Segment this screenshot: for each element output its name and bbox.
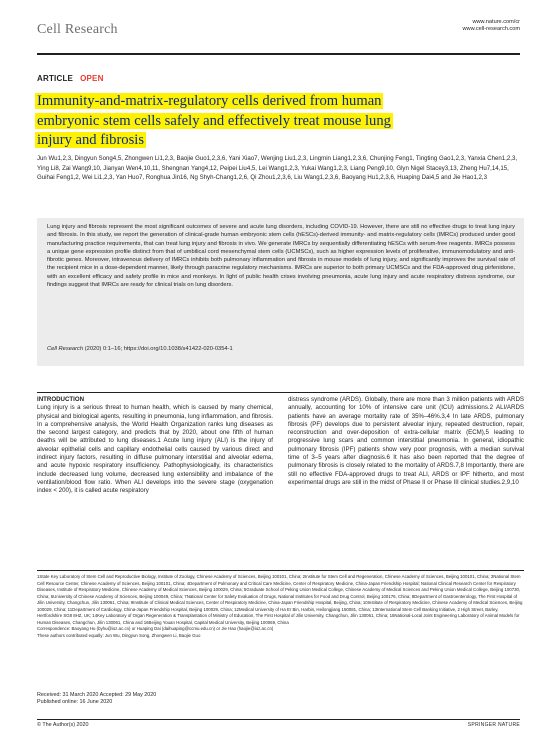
citation-doi[interactable]: (2020) 0:1–16; https://doi.org/10.1038/s41422-020-0354-1 bbox=[83, 346, 233, 352]
journal-url-nature[interactable]: www.nature.com/cr bbox=[472, 19, 520, 25]
journal-url-cell-research[interactable]: www.cell-research.com bbox=[462, 26, 520, 33]
footer-rule bbox=[37, 719, 520, 720]
title-line-1: Immunity-and-matrix-regulatory cells derived from human bbox=[37, 93, 382, 109]
published-date: Published online: 16 June 2020 bbox=[37, 699, 113, 705]
journal-urls bbox=[462, 19, 520, 33]
affiliation-rule bbox=[37, 570, 524, 571]
article-type bbox=[37, 74, 104, 83]
citation-journal: Cell Research bbox=[47, 346, 84, 352]
body-column-right bbox=[288, 396, 524, 487]
copyright-notice: © The Author(s) 2020 bbox=[37, 722, 89, 728]
body-column-left bbox=[37, 396, 273, 496]
section-rule bbox=[37, 392, 520, 393]
correspondence-text: Correspondence: Baoyang Hu (byhu@ioz.ac.cn) or Huaping Dai (daihuaping@ccmu.edu.cn) or Jie Hao (haojie@ioz.ac.cn) bbox=[37, 626, 274, 632]
open-access-label: OPEN bbox=[80, 74, 104, 83]
received-accepted-date: Received: 31 March 2020 Accepted: 29 May 2020 bbox=[37, 692, 157, 698]
author-list: Jun Wu1,2,3, Dingyun Song4,5, Zhongwen Li1,2,3, Baojie Guo1,2,3,6, Yani Xiao7, Wenjing Liu1,2,3, Lingmin Liang1,2,3,6, Chunjing Feng1, Tingting Gao1,2,3, Yanxia Chen1,2,3, Ying Li8, Zai Wang9,10, Jianyan Wen4,10,11, Shengnan Yang4,12, Peipei Liu4,5, Lei Wang1,2,3, Yukai Wang1,2,3, Liang Peng9,10, Glyn Nigel Stacey3,13, Zheng Hu7,14,15, Guihai Feng1,2, Wei Li1,2,3, Yan Huo7, Ronghua Jin16, Ng Shyh-Chang1,2,6, Qi Zhou1,2,3,6, Liu Wang1,2,3,6, Baoyang Hu1,2,3,6, Huaping Dai4,5 and Jie Hao1,2,3 bbox=[37, 155, 518, 182]
abstract-text: Lung injury and fibrosis represent the most significant outcomes of severe and acute lung disorders, including COVID-19. However, there are still no effective drugs to treat lung injury and fibrosis. In this study, we report the generation of clinical-grade human embryonic stem cells (hESCs)-derived immunity- and matrix-regulatory cells (IMRCs) produced under good manufacturing practice requirements, that can treat lung injury and fibrosis in vivo. We generate IMRCs by sequentially differentiating hESCs with serum-free reagents. IMRCs possess a unique gene expression profile distinct from that of umbilical cord mesenchymal stem cells (UCMSCs), such as higher expression levels of proliferative, immunomodulatory and anti-fibrotic genes. Moreover, intravenous delivery of IMRCs inhibits both pulmonary inflammation and fibrosis in mouse models of lung injury, and significantly improves the survival rate of the recipient mice in a dose-dependent manner, likely through paracrine regulatory mechanisms. IMRCs are superior to both primary UCMSCs and the FDA-approved drug pirfenidone, with an excellent efficacy and safety profile in mice and monkeys. In light of public health crises involving pneumonia, acute lung injury and acute respiratory distress syndrome, our findings suggest that IMRCs are ready for clinical trials on lung disorders. bbox=[47, 224, 515, 288]
title-line-2: embryonic stem cells safely and effectively treat mouse lung bbox=[37, 112, 391, 129]
article-dates bbox=[37, 692, 156, 706]
equal-contribution-text: These authors contributed equally: Jun Wu, Dingyun Song, Zhongwen Li, Baojie Guo bbox=[37, 632, 201, 638]
publisher-logo: SPRINGER NATURE bbox=[467, 722, 520, 728]
intro-paragraph-2: distress syndrome (ARDS). Globally, there are more than 3 million patients with ARDS annually, accounting for 10% of intensive care unit (ICU) admissions.2 ALI/ARDS patients have an average mortality rate of 35%–46%.3,4 In late ARDS, pulmonary fibrosis (PF) develops due to persistent alveolar injury, repeated destruction, repair, reconstruction and over-deposition of extra-cellular matrix (ECM),5 leading to progressive lung scars and common interstitial pneumonia. In general, idiopathic pulmonary fibrosis (IPF) patients show very poor prognosis, with a median survival time of 3–5 years after diagnosis.6 It has also been reported that the degree of pulmonary fibrosis is closely related to the mortality of ARDS.7,8 Importantly, there are still no effective FDA-approved drugs to treat ALI, ARDS or IPF hitherto, and most experimental drugs are still in the midst of Phase II or Phase III clinical studies.2,9,10 bbox=[288, 396, 524, 486]
affiliations-text: 1State Key Laboratory of Stem Cell and Reproductive Biology, Institute of Zoology, Chinese Academy of Sciences, Beijing 100101, China; 2Institute for Stem Cell and Regeneration, Chinese Academy of Sciences, Beijing 100101, China; 3National Stem Cell Resource Center, Chinese Academy of Sciences, Beijing 100101, China; 4Department of Pulmonary and Critical Care Medicine, Center of Respiratory Medicine, China-Japan Friendship Hospital; National Clinical Research Center for Respiratory Diseases, Institute of Respiratory Medicine, Chinese Academy of Medical Sciences, Beijing 100029, China; 5Graduate School of Peking Union Medical College, Chinese Academy of Medical Sciences and Peking Union Medical College, Beijing 100730, China; 6University of Chinese Academy of Sciences, Beijing 100049, China; 7National Center for Safety Evaluation of Drugs, National Institutes for Food and Drug Control, Beijing 100176, China; 8Department of Gastroenterology, The First Hospital of Jilin University, Changchun, Jilin 130061, China; 9Institute of Clinical Medical Sciences, Center of Respiratory Medicine, China-Japan Friendship Hospital, Beijing, China; 10Institute of Respiratory Medicine, Chinese Academy of Medical Sciences, Beijing 100029, China; 11Department of Cardiology, China-Japan Friendship Hospital, Beijing 100029, China; 12Medical University of Ha Er Bin, Harbin, Heilongjiang 150081, China; 13International Stem Cell Banking Initiative, 2 High Street, Barley, Hertfordshire SG8 8HZ, UK; 14Key Laboratory of Organ Regeneration & Transplantation of Ministry of Education, The First Hospital of Jilin University, Changchun, Jilin 130061, China; 15National-Local Joint Engineering Laboratory of Animal Models for Human Diseases, Changchun, Jilin 130061, China and 16Beijing Youan Hospital, Capital Medical University, Beijing 100069, China bbox=[37, 574, 523, 625]
title-line-3: injury and fibrosis bbox=[37, 132, 145, 149]
header-rule bbox=[37, 53, 520, 55]
article-kind-label: ARTICLE bbox=[37, 74, 74, 83]
affiliations-block bbox=[37, 574, 524, 639]
section-heading-introduction: INTRODUCTION bbox=[37, 396, 85, 403]
journal-name: Cell Research bbox=[37, 22, 118, 37]
intro-paragraph-1: Lung injury is a serious threat to human health, which is caused by many chemical, physical and biological agents, resulting in pneumonia, lung inflammation, and fibrosis. In a comprehensive analysis, the World Health Organization ranks lung diseases as the second largest category, and predicts that by 2020, about one fifth of human deaths will be attributed to lung diseases.1 Acute lung injury (ALI) is the injury of alveolar epithelial cells and capillary endothelial cells caused by various direct and indirect injury factors, resulting in diffuse pulmonary interstitial and alveolar edema, and acute hypoxic respiratory insufficiency. Pathophysiologically, its characteristics include decreased lung volume, decreased lung extensibility and imbalance of the ventilation/blood flow ratio. When ALI develops into the severe stage (oxygenation index < 200), it is called acute respiratory bbox=[37, 404, 273, 495]
article-title bbox=[35, 92, 495, 151]
citation-line bbox=[47, 346, 233, 352]
